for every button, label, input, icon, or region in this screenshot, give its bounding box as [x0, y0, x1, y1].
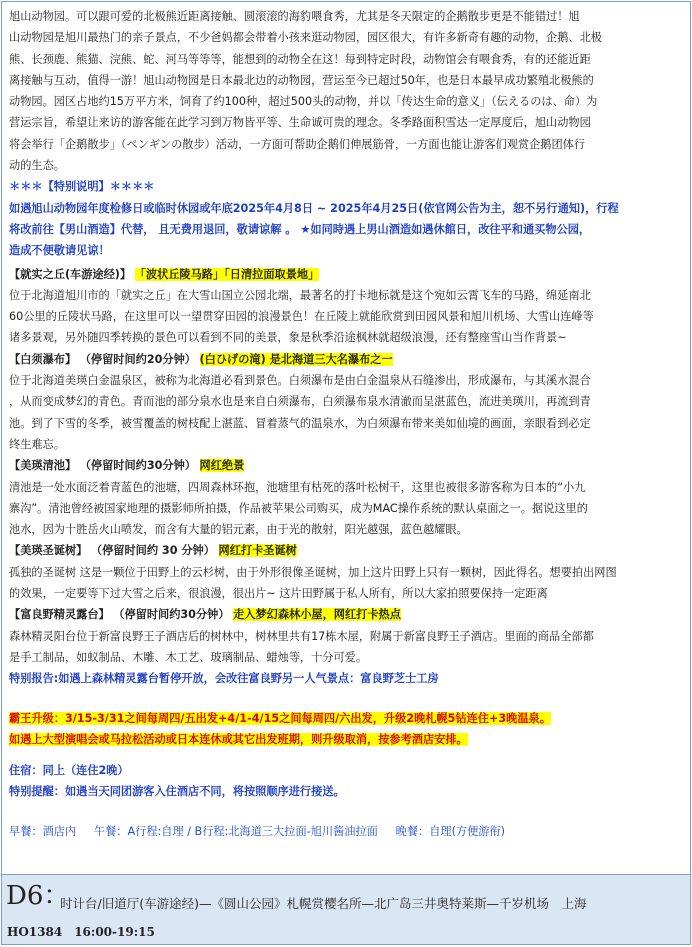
- intro-line: 营运宗旨，希望让来访的游客能在此学习到万物皆平等、生命诚可贵的理念。冬季路面积雪达一定厚度后，旭山动物园: [9, 116, 591, 130]
- section-stay-time: （停留时间约20分钟）: [79, 352, 196, 366]
- intro-line: 离接触与互动，值得一游！旭山动物园是日本最北边的动物园，营运至今已超过50年，也是日本最早成功繁殖北极熊的: [9, 73, 594, 87]
- intro-line: 将会举行「企鹅散步」（ペンギンの散步）活动，一方面可帮助企鹅们伸展筋骨，一方面也能让游客们观赏企鹅团体行: [9, 137, 586, 151]
- section-line: ，从而变成梦幻的青色。青而池的部分泉水也是来自白须瀑布，白须瀑布泉水清澈而呈湛蓝色，流进美瑛川，再流到青: [9, 395, 591, 409]
- upgrade-text: 霸王升级：3/15-3/31之间每周四/五出发+4/1-4/15之间每周四/六出发，升级2晚札幌5钻连住+3晚温泉。: [9, 711, 551, 725]
- lunch: 午餐：A行程:自理 / B行程:北海道三大拉面-旭川酱油拉面: [93, 824, 378, 838]
- intro-paragraph: [9, 6, 684, 176]
- section-highlight: 网红绝景: [199, 459, 245, 473]
- itinerary-page: [1, 1, 691, 945]
- intro-line: 熊、长颈鹿、熊猫、浣熊、蛇、河马等等等，能想到的动物全在这！每到特定时段，动物馆会有喂食秀，有的还能近距: [9, 52, 591, 66]
- section-line: 清池是一处水面泛着青蓝色的池塘，四周森林环抱，池塘里有枯死的落叶松树干，这里也被很多游客称为日本的“小九: [9, 480, 586, 494]
- section-title: 【白须瀑布】: [9, 352, 77, 366]
- special-notice-line: 将改前往【男山酒造】代替， 且无费用退回，敬请谅解 。 ★如同時遇上男山酒造如遇休館日，改往平和通买物公园，: [9, 222, 591, 236]
- section-stay-time: （停留时间约30分钟）: [79, 459, 196, 473]
- upgrade-line: [9, 729, 684, 750]
- section-line: 诸多景观，另外随四季转换的景色可以看到不同的美景，象是秋季沿途枫林就超级浪漫，还有整座雪山当作背景~: [9, 331, 567, 345]
- section-title: 【就实之丘(车游途经)】: [9, 267, 132, 281]
- section-line: 的效果，一定要等下过大雪之后来，很浪漫，很出片~ 这片田野属于私人所有，所以大家拍照要保持一定距离: [9, 587, 548, 601]
- intro-line: 动物园。园区占地约15万平方米，饲育了约100种，超过500头的动物，并以「传达生命的意义」（伝えるのは、命）为: [9, 95, 598, 109]
- section-jitsunooka-heading: [9, 264, 684, 285]
- section-line: 位于北海道美瑛白金温泉区，被称为北海道必看到景色。白须瀑布是由白金温泉从石缝渗出，形成瀑布，与其溪水混合: [9, 374, 591, 388]
- day-route: 时计台/旧道厅(车游途经)—《圆山公园》札幌赏樱名所—北广岛三井奥特莱斯—千岁机场 上海: [60, 896, 587, 911]
- section-title: 【美瑛圣诞树】: [9, 544, 88, 558]
- day6-header: [2, 874, 690, 945]
- intro-line: 山动物园是旭川最热门的亲子景点，不少爸妈都会带着小孩来逛动物园，园区很大，有许多新奇有趣的动物，企鹅、北极: [9, 31, 602, 45]
- day-number: D6：: [6, 881, 70, 911]
- section-line: 池水，因为十胜岳火山喷发，而含有大量的铝元素，由于光的散射，阳光越强，蓝色越耀眼。: [9, 523, 468, 537]
- dinner: 晚餐：自理(方便游衔): [395, 824, 506, 838]
- section-ningle-terrace-heading: [9, 604, 684, 625]
- section-highlight: 网红打卡圣诞树: [218, 544, 297, 558]
- section-title: 【美瑛清池】: [9, 459, 77, 473]
- section-highlight: 「波状丘陵马路」「日清拉面取景地」: [134, 267, 320, 281]
- accommodation: 住宿：同上（连住2晚）: [9, 764, 129, 778]
- special-notice-line: 如遇旭山动物园年度检修日或临时休园或年底2025年4月8日 ~ 2025年4月25日(依官网公告为主，恕不另行通知)，行程: [9, 201, 619, 215]
- section-aoiike-heading: [9, 455, 684, 476]
- section-line: 森林精灵阳台位于新富良野王子酒店后的树林中，树林里共有17栋木屋，附属于新富良野王子酒店。里面的商品全部都: [9, 629, 594, 643]
- upgrade-text: 如遇上大型演唱会或马拉松活动或日本连休或其它出发班期，则升级取消，按参考酒店安排。: [9, 732, 468, 746]
- section-stay-time: （停留时间约 30 分钟）: [90, 544, 215, 558]
- upgrade-line: [9, 708, 684, 729]
- special-notice: [9, 198, 684, 262]
- section-stay-time: （停留时间约30分钟）: [113, 608, 230, 622]
- meals-row: [9, 821, 684, 842]
- section-line: 寨沟”。清池曾经被国家地理的摄影师所拍摄，作品被苹果公司购买，成为MAC操作系统的默认桌面之一。据说这里的: [9, 501, 588, 515]
- section-line: 池。到了下雪的冬季，被雪覆盖的树枝配上湛蓝、冒着蒸气的温泉水，为白须瀑布带来美如仙境的画面，亲眼看到必定: [9, 416, 591, 430]
- section-line: 是手工制品，如蚁制品、木雕、木工艺、玻璃制品、蜡烛等，十分可爱。: [9, 650, 368, 664]
- section-highlight: 走入梦幻森林小屋，网红打卡热点: [233, 608, 401, 622]
- special-reminder: 特别提醒：如遇当天同团游客入住酒店不同，将按照顺序进行接送。: [9, 785, 345, 799]
- special-notice-header: ＊＊＊【特别说明】＊＊＊＊: [9, 180, 155, 194]
- flight-info: HO1384 16:00-19:15: [7, 925, 155, 939]
- special-report: 特别报告:如遇上森林精灵露台暂停开放，会改往富良野另一人气景点：富良野芝士工房: [9, 672, 439, 686]
- section-line: 60公里的丘陵状马路，在这里可以一望贯穿田园的浪漫景色！在丘陵上就能欣赏到田园风景和旭川机场、大雪山连峰等: [9, 310, 594, 324]
- itinerary-content: [2, 2, 690, 842]
- upgrade-notice: [9, 708, 684, 751]
- intro-line: 动的生态。: [9, 159, 65, 173]
- section-line: 终生难忘。: [9, 437, 65, 451]
- special-notice-line: 造成不便敬请见谅！: [9, 244, 110, 258]
- breakfast: 早餐：酒店内: [9, 824, 77, 838]
- section-line: 位于北海道旭川市的「就实之丘」在大雪山国立公园北端，最著名的打卡地标就是这个宛如云霄飞车的马路，绵延南北: [9, 288, 591, 302]
- intro-line: 旭山动物园。可以跟可爱的北极熊近距离接触、圆滚滚的海豹喂食秀，尤其是冬天限定的企鹅散步更是不能错过！旭: [9, 10, 580, 23]
- section-line: 孤独的圣诞树 这是一颗位于田野上的云杉树，由于外形很像圣诞树，加上这片田野上只有一颗树，因此得名。想要拍出网图: [9, 565, 617, 579]
- section-shirahige-heading: [9, 349, 684, 370]
- section-title: 【富良野精灵露台】: [9, 608, 110, 622]
- section-highlight: (白ひげの滝) 是北海道三大名瀑布之一: [199, 352, 393, 366]
- section-christmas-tree-heading: [9, 540, 684, 561]
